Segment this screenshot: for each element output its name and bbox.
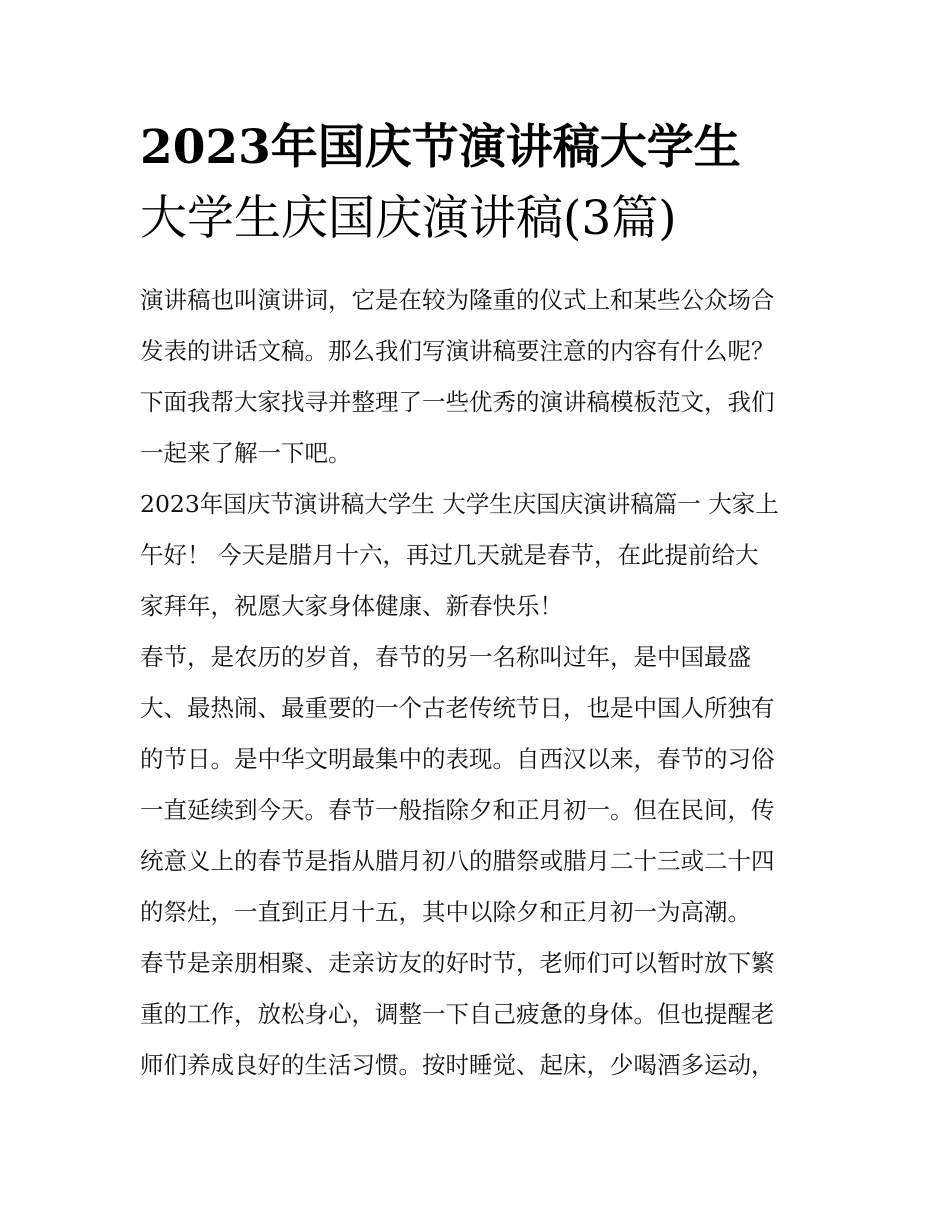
paragraph-intro [140, 275, 820, 479]
text-line: 发表的讲话文稿。那么我们写演讲稿要注意的内容有什么呢？ [140, 337, 775, 365]
paragraph-greeting [140, 479, 820, 632]
text-line: 家拜年，祝愿大家身体健康、新春快乐！ [140, 592, 563, 620]
paragraph-spring-festival [140, 632, 820, 938]
title-line-2: 大学生庆国庆演讲稿(3篇) [140, 191, 677, 246]
text-line: 师们养成良好的生活习惯。按时睡觉、起床，少喝酒多运动， [140, 1051, 775, 1079]
text-line: 大、最热闹、最重要的一个古老传统节日，也是中国人所独有 [140, 694, 775, 722]
text-line: 的祭灶，一直到正月十五，其中以除夕和正月初一为高潮。 [140, 898, 751, 926]
text-line: 重的工作，放松身心，调整一下自己疲惫的身体。但也提醒老 [140, 1000, 775, 1028]
text-line: 2023年国庆节演讲稿大学生 大学生庆国庆演讲稿篇一 大家上 [140, 490, 779, 518]
text-line: 一起来了解一下吧。 [140, 439, 352, 467]
text-line: 春节是亲朋相聚、走亲访友的好时节，老师们可以暂时放下繁 [140, 949, 775, 977]
text-line: 统意义上的春节是指从腊月初八的腊祭或腊月二十三或二十四 [140, 847, 775, 875]
text-line: 下面我帮大家找寻并整理了一些优秀的演讲稿模板范文，我们 [140, 388, 775, 416]
text-line: 春节，是农历的岁首，春节的另一名称叫过年，是中国最盛 [140, 643, 751, 671]
title-line-1: 2023年国庆节演讲稿大学生 [140, 120, 741, 175]
text-line: 的节日。是中华文明最集中的表现。自西汉以来，春节的习俗 [140, 745, 775, 773]
text-line: 午好！ 今天是腊月十六，再过几天就是春节，在此提前给大 [140, 541, 759, 569]
text-line: 一直延续到今天。春节一般指除夕和正月初一。但在民间，传 [140, 796, 775, 824]
document-title [140, 112, 840, 254]
text-line: 演讲稿也叫演讲词，它是在较为隆重的仪式上和某些公众场合 [140, 286, 775, 314]
document-body [140, 275, 820, 1091]
paragraph-teachers [140, 938, 820, 1091]
